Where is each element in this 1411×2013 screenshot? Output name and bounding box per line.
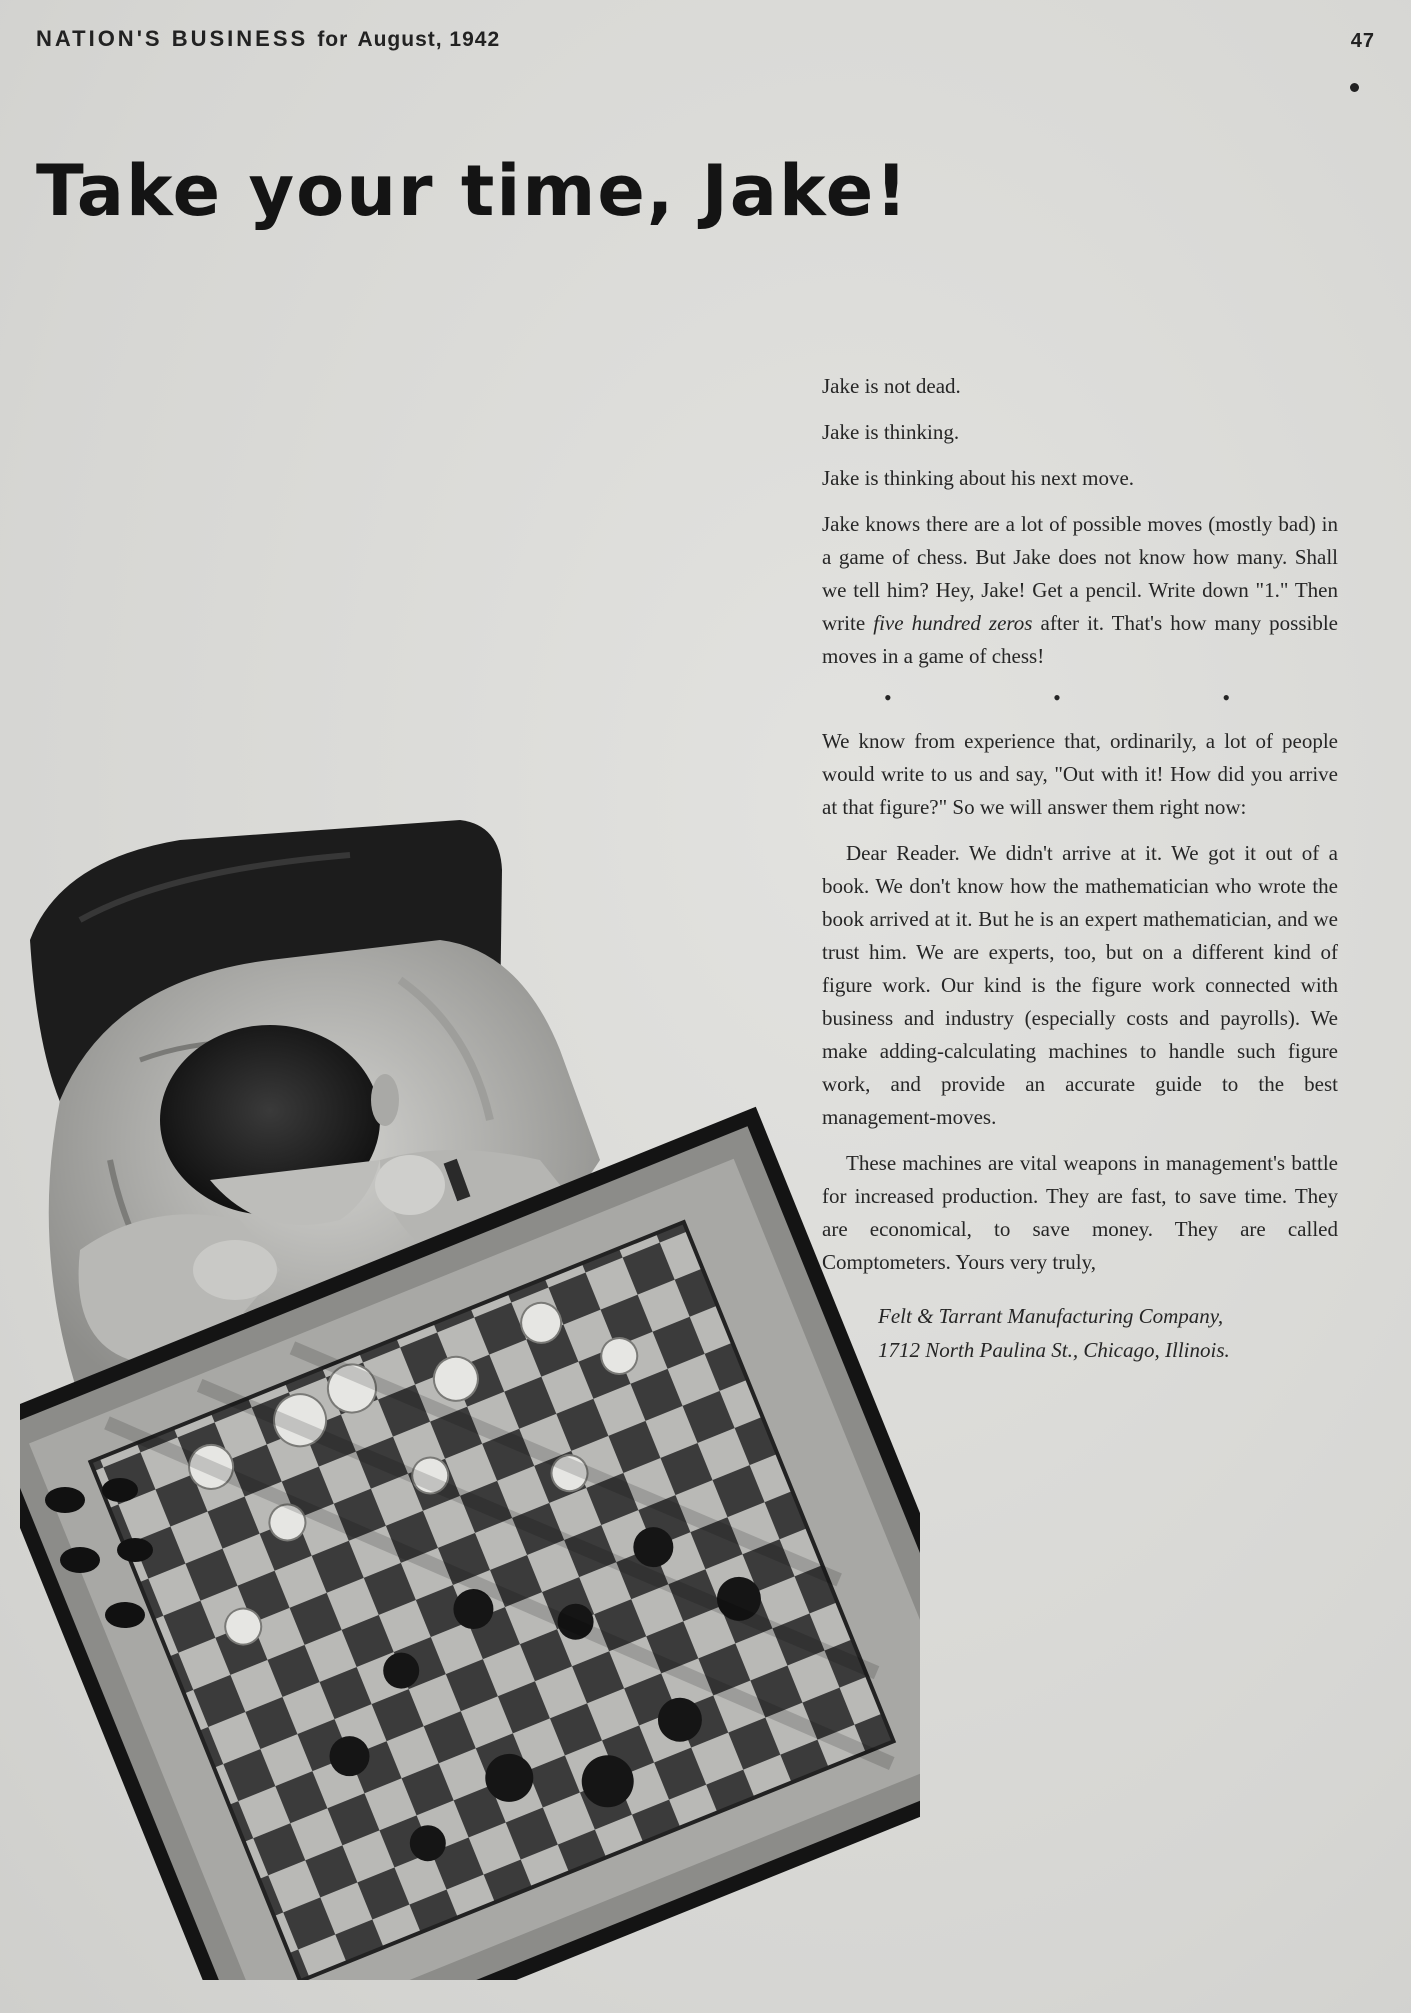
page-number: 47 xyxy=(1350,30,1375,52)
running-header xyxy=(36,26,1375,56)
signature-address: 1712 North Paulina St., Chicago, Illinois. xyxy=(878,1338,1230,1362)
chess-player-photo xyxy=(20,800,920,1980)
header-bullet-dot xyxy=(1350,83,1359,92)
publication-line xyxy=(36,26,500,52)
headline: Take your time, Jake! xyxy=(36,150,910,232)
publication-name: NATION'S BUSINESS xyxy=(36,26,309,51)
ad-copy xyxy=(822,370,1338,1367)
issue-date: August, 1942 xyxy=(357,28,501,51)
copy-line-2: Jake is thinking. xyxy=(822,420,960,444)
paragraph-1-emphasis: five hundred zeros xyxy=(873,611,1033,635)
copy-line-3: Jake is thinking about his next move. xyxy=(822,466,1135,490)
section-separator: • • • xyxy=(883,685,1309,710)
for-word: for xyxy=(317,28,349,51)
copy-paragraph-1 xyxy=(822,508,1338,673)
copy-line-1: Jake is not dead. xyxy=(822,374,961,398)
paragraph-1-start: Jake knows there are a lot of possible moves (mostly bad) in a game of chess. But Jake does not know how many. Shall we tell him? Hey, Jake! Get a pencil. Write down "1." Then write xyxy=(822,512,1338,635)
copy-paragraph-2: We know from experience that, ordinarily, a lot of people would write to us and say, "Out with it! How did you arrive at that figure?" So we will answer them right now: xyxy=(822,729,1338,819)
copy-paragraph-4: These machines are vital weapons in management's battle for increased production. They are fast, to save time. They are economical, to save money. They are called Comptometers. Yours very truly, xyxy=(822,1151,1338,1274)
copy-paragraph-3: Dear Reader. We didn't arrive at it. We got it out of a book. We don't know how the mathematician who wrote the book arrived at it. But he is an expert mathematician, and we trust him. We are experts, too, but on a different kind of figure work. Our kind is the figure work connected with business and industry (especially costs and payrolls). We make adding-calculating machines to handle such figure work, and provide an accurate guide to the best management-moves. xyxy=(822,841,1338,1129)
signature-company: Felt & Tarrant Manufacturing Company, xyxy=(878,1304,1224,1328)
signature-block xyxy=(822,1299,1338,1367)
paragraph-1-end: after it. That's how many possible moves in a game of chess! xyxy=(822,611,1338,668)
